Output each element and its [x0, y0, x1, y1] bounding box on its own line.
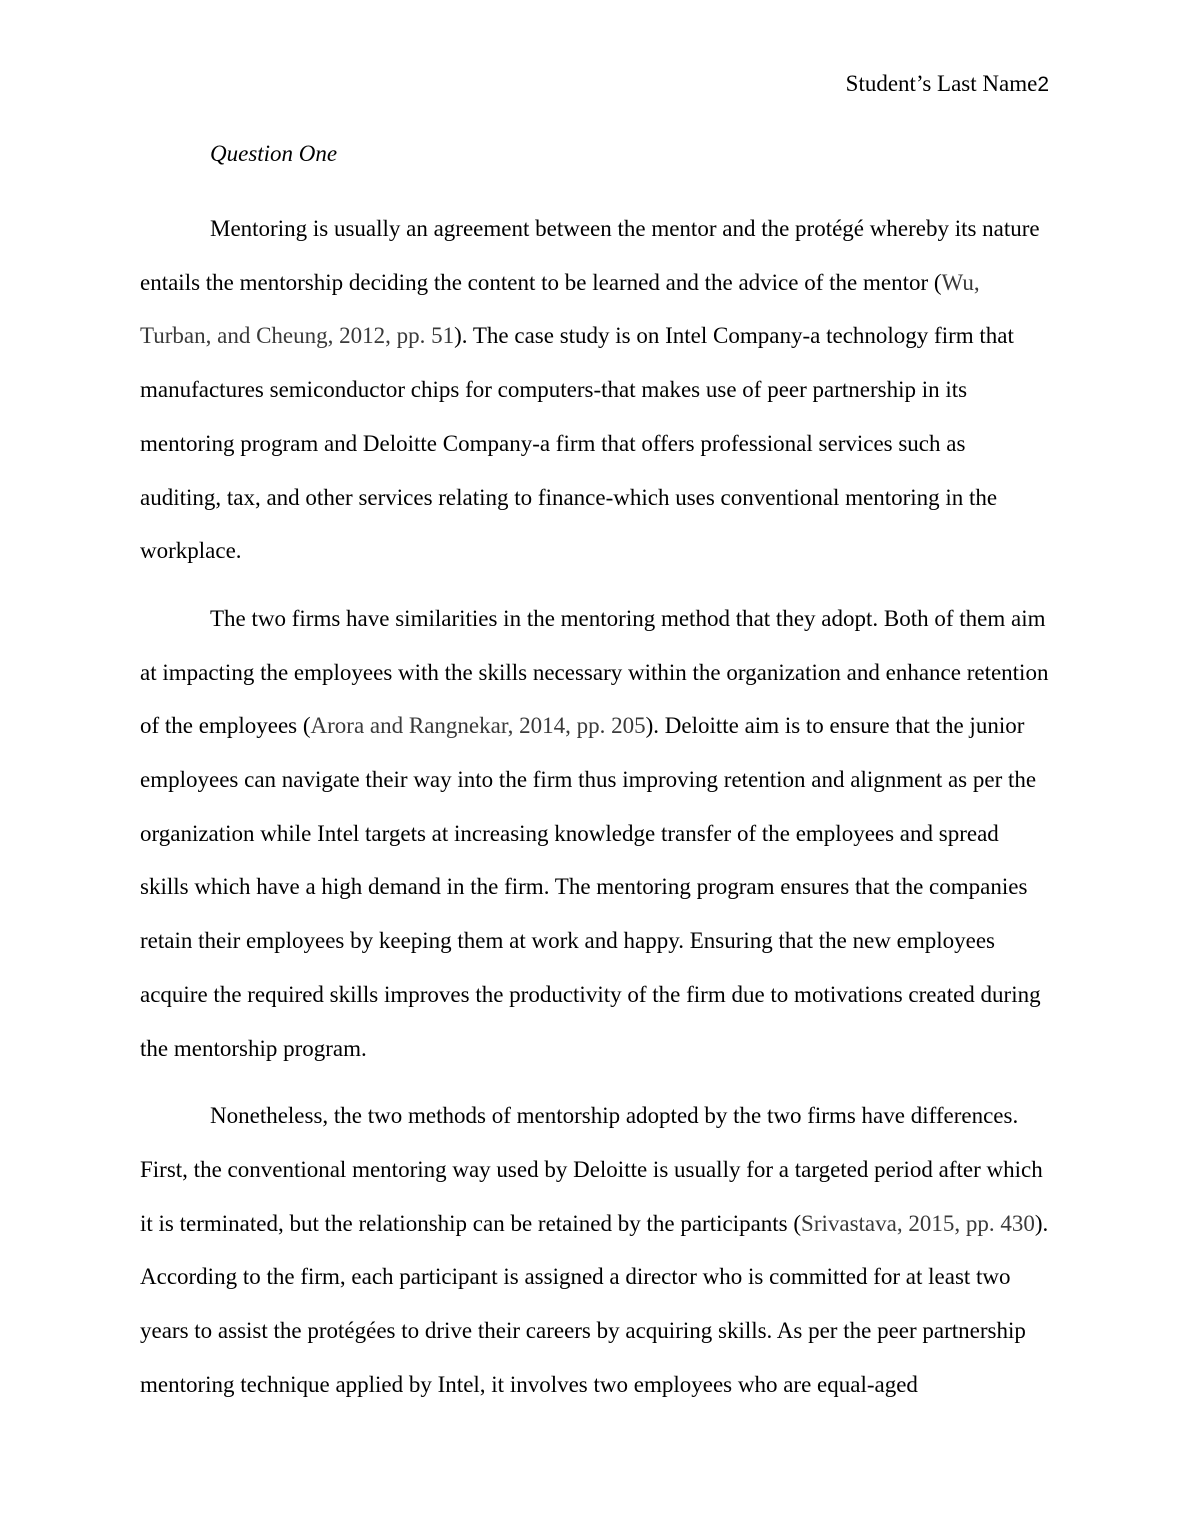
page-number: 2 — [1037, 73, 1049, 96]
running-header — [846, 68, 1049, 101]
paragraph-2 — [140, 592, 1052, 1075]
paragraph-text: Mentoring is usually an agreement between the mentor and the protégé whereby its nature entails the mentorship deciding the content to be learned and the advice of the mentor ( — [140, 216, 1040, 295]
citation: Wu, Turban, and Cheung, 2012, pp. 51 — [140, 269, 980, 349]
paragraph-text: The two firms have similarities in the mentoring method that they adopt. Both of them aim at impacting the employees with the skills necessary within the organization and enhance retention of the employees ( — [140, 605, 1049, 739]
paragraph-text: Nonetheless, the two methods of mentorship adopted by the two firms have differences. First, the conventional mentoring way used by Deloitte is usually for a targeted period after which it is terminated, but the relationship can be retained by the participants ( — [140, 1103, 1043, 1236]
paragraph-text: ). The case study is on Intel Company-a technology firm that manufactures semiconductor chips for computers-that makes use of peer partnership in its mentoring program and Deloitte Company-a firm that offers professional services such as auditing, tax, and other services relating to finance-which uses conventional mentoring in the workplace. — [140, 323, 1014, 564]
document-body — [140, 134, 1052, 1425]
section-heading: Question One — [210, 141, 338, 166]
running-head-title: Student’s Last Name — [845, 71, 1038, 96]
paragraph-1 — [140, 202, 1052, 578]
paragraph-3 — [140, 1089, 1052, 1411]
paragraph-text: ). Deloitte aim is to ensure that the junior employees can navigate their way into the firm thus improving retention and alignment as per the organization while Intel targets at increasing knowledge transfer of the employees and spread skills which have a high demand in the firm. The mentoring program ensures that the companies retain their employees by keeping them at work and happy. Ensuring that the new employees acquire the required skills improves the productivity of the firm due to motivations created during the mentorship program. — [140, 713, 1041, 1061]
citation: Srivastava, 2015, pp. 430 — [801, 1210, 1035, 1236]
paragraph-text: ). According to the firm, each participant is assigned a director who is committed for at least two years to assist the protégées to drive their careers by acquiring skills. As per the peer partnership mentoring technique applied by Intel, it involves two employees who are equal-aged — [140, 1210, 1049, 1397]
citation: Arora and Rangnekar, 2014, pp. 205 — [310, 713, 646, 739]
